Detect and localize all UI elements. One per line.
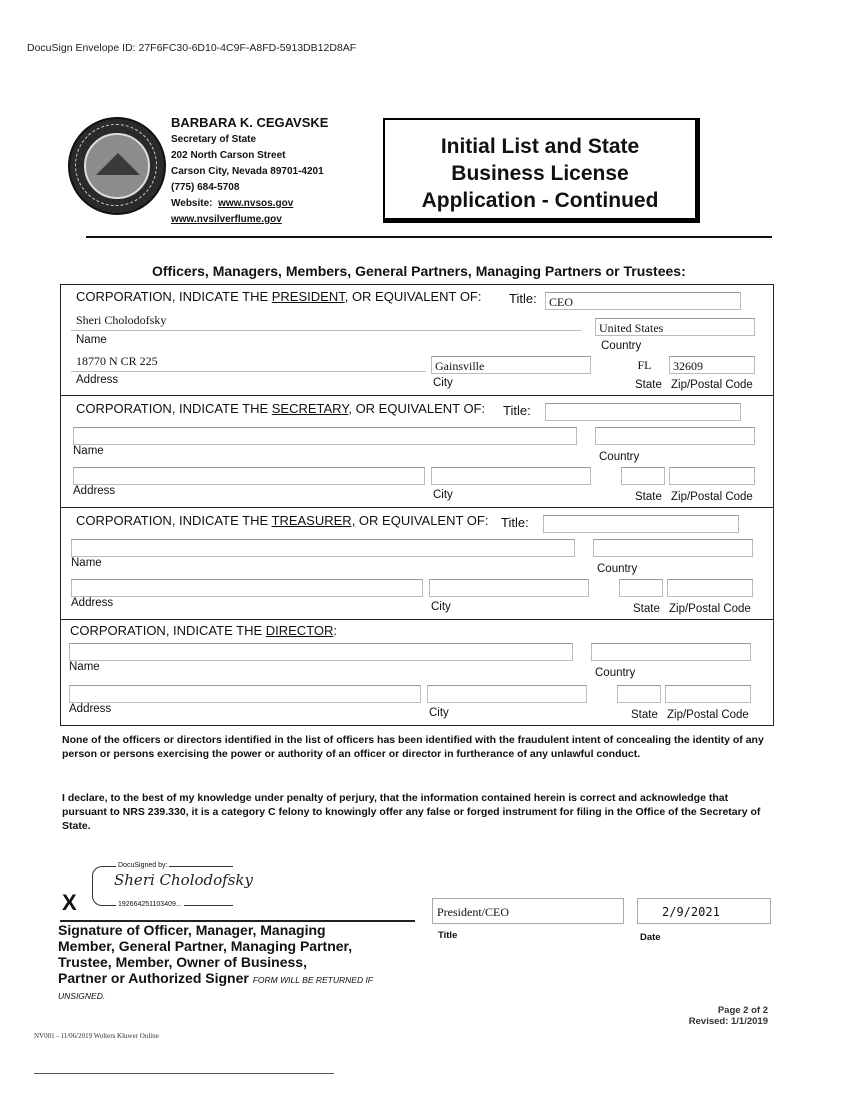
president-country-field[interactable]: United States bbox=[595, 318, 755, 336]
docusigned-by-label: DocuSigned by: bbox=[118, 862, 168, 869]
website-link-silverflume[interactable]: www.nvsilverflume.gov bbox=[171, 214, 282, 225]
officer-section-president bbox=[61, 285, 773, 396]
secretary-name-field[interactable] bbox=[73, 427, 577, 445]
director-country-field[interactable] bbox=[591, 643, 751, 661]
address-label: Address bbox=[73, 485, 116, 497]
director-name-field[interactable] bbox=[69, 643, 573, 661]
unsigned-warning: FORM WILL BE RETURNED IF bbox=[252, 975, 374, 985]
officers-table bbox=[60, 284, 774, 726]
secretary-of-state-block bbox=[171, 114, 328, 228]
president-state-field[interactable]: FL bbox=[637, 358, 652, 372]
state-label: State bbox=[631, 709, 658, 721]
officer-heading: CORPORATION, INDICATE THE TREASURER, OR EQUIVALENT OF: bbox=[76, 513, 489, 528]
address-label: Address bbox=[69, 703, 112, 715]
officer-heading: CORPORATION, INDICATE THE DIRECTOR: bbox=[70, 623, 338, 638]
treasurer-state-field[interactable] bbox=[619, 579, 663, 597]
president-city-field[interactable]: Gainsville bbox=[431, 356, 591, 374]
signer-title-field[interactable]: President/CEO bbox=[432, 898, 624, 924]
signature-image: Sheri Cholodofsky bbox=[114, 871, 253, 889]
treasurer-address-field[interactable] bbox=[71, 579, 423, 597]
signature-caption-line: Trustee, Member, Owner of Business, bbox=[58, 954, 307, 970]
page-info bbox=[688, 1005, 768, 1027]
website-link-nvsos[interactable]: www.nvsos.gov bbox=[218, 198, 294, 209]
secretary-title-field[interactable] bbox=[545, 403, 741, 421]
signature-date-field[interactable]: 2/9/2021 bbox=[637, 898, 771, 924]
treasurer-name-field[interactable] bbox=[71, 539, 575, 557]
president-address-field[interactable]: 18770 N CR 225 bbox=[76, 354, 158, 368]
state-label: State bbox=[633, 603, 660, 615]
director-address-field[interactable] bbox=[69, 685, 421, 703]
date-caption: Date bbox=[640, 932, 661, 943]
signature-caption bbox=[58, 922, 438, 1004]
footer-divider bbox=[34, 1073, 334, 1074]
name-label: Name bbox=[71, 557, 102, 569]
title-caption: Title bbox=[438, 930, 458, 941]
form-title-line3: Application - Continued bbox=[421, 189, 659, 212]
director-zip-field[interactable] bbox=[665, 685, 751, 703]
secretary-zip-field[interactable] bbox=[669, 467, 755, 485]
title-label: Title: bbox=[501, 515, 529, 530]
city-label: City bbox=[429, 707, 449, 719]
name-label: Name bbox=[69, 661, 100, 673]
state-label: State bbox=[635, 379, 662, 391]
nevada-state-seal-icon bbox=[68, 117, 166, 215]
sos-name: BARBARA K. CEGAVSKE bbox=[171, 115, 329, 130]
sos-role: Secretary of State bbox=[171, 134, 257, 145]
treasurer-title-field[interactable] bbox=[543, 515, 739, 533]
country-label: Country bbox=[597, 563, 638, 575]
title-label: Title: bbox=[509, 291, 537, 306]
fraud-declaration: None of the officers or directors identified in the list of officers has been identified with the fraudulent intent of concealing the identity of any person or persons exercising the power or authority of an officer or director in furtherance of any unlawful conduct. bbox=[62, 734, 764, 760]
page-number: Page 2 of 2 bbox=[717, 1005, 768, 1016]
president-zip-field[interactable]: 32609 bbox=[669, 356, 755, 374]
president-name-field[interactable]: Sheri Cholodofsky bbox=[76, 313, 167, 327]
unsigned-warning: UNSIGNED. bbox=[58, 991, 106, 1001]
perjury-declaration: I declare, to the best of my knowledge under penalty of perjury, that the information contained herein is correct and acknowledge that pursuant to NRS 239.330, it is a category C felony to knowingly offer any false or forged instrument for filing in the Office of the Secretary of State. bbox=[62, 792, 761, 832]
city-label: City bbox=[431, 601, 451, 613]
state-label: State bbox=[635, 491, 662, 503]
secretary-city-field[interactable] bbox=[431, 467, 591, 485]
signature-caption-line: Partner or Authorized Signer bbox=[58, 970, 249, 986]
title-label: Title: bbox=[503, 403, 531, 418]
sos-phone: (775) 684-5708 bbox=[171, 182, 240, 193]
form-id: NV001 - 11/06/2019 Wolters Kluwer Online bbox=[34, 1032, 159, 1040]
zip-label: Zip/Postal Code bbox=[671, 379, 753, 391]
officer-heading: CORPORATION, INDICATE THE SECRETARY, OR EQUIVALENT OF: bbox=[76, 401, 486, 416]
revised-date: Revised: 1/1/2019 bbox=[688, 1016, 768, 1027]
officer-section-director bbox=[61, 619, 773, 725]
name-label: Name bbox=[73, 445, 104, 457]
name-label: Name bbox=[76, 334, 107, 346]
signature-x-mark: X bbox=[62, 890, 77, 915]
form-title-line2: Business License bbox=[451, 162, 629, 185]
sos-city: Carson City, Nevada 89701-4201 bbox=[171, 166, 324, 177]
secretary-country-field[interactable] bbox=[595, 427, 755, 445]
officers-section-heading: Officers, Managers, Members, General Partners, Managing Partners or Trustees: bbox=[152, 263, 686, 279]
address-label: Address bbox=[76, 374, 119, 386]
envelope-id: DocuSign Envelope ID: 27F6FC30-6D10-4C9F-A8FD-5913DB12D8AF bbox=[27, 42, 357, 54]
website-label: Website: bbox=[171, 198, 213, 209]
signature-caption-line: Signature of Officer, Manager, Managing bbox=[58, 922, 326, 938]
signature-caption-line: Member, General Partner, Managing Partner, bbox=[58, 938, 353, 954]
sos-street: 202 North Carson Street bbox=[171, 150, 286, 161]
country-label: Country bbox=[599, 451, 640, 463]
address-label: Address bbox=[71, 597, 114, 609]
president-title-field[interactable]: CEO bbox=[545, 292, 741, 310]
signature-id: 192664251103409... bbox=[118, 901, 182, 908]
form-title-line1: Initial List and State bbox=[440, 135, 640, 158]
secretary-state-field[interactable] bbox=[621, 467, 665, 485]
secretary-address-field[interactable] bbox=[73, 467, 425, 485]
director-city-field[interactable] bbox=[427, 685, 587, 703]
header-divider bbox=[86, 236, 772, 238]
city-label: City bbox=[433, 377, 453, 389]
zip-label: Zip/Postal Code bbox=[667, 709, 749, 721]
zip-label: Zip/Postal Code bbox=[671, 491, 753, 503]
country-label: Country bbox=[595, 667, 636, 679]
zip-label: Zip/Postal Code bbox=[669, 603, 751, 615]
officer-section-secretary bbox=[61, 395, 773, 508]
form-title-box bbox=[383, 118, 700, 223]
country-label: Country bbox=[601, 340, 642, 352]
treasurer-country-field[interactable] bbox=[593, 539, 753, 557]
treasurer-city-field[interactable] bbox=[429, 579, 589, 597]
director-state-field[interactable] bbox=[617, 685, 661, 703]
officer-section-treasurer bbox=[61, 507, 773, 620]
officer-heading: CORPORATION, INDICATE THE PRESIDENT, OR EQUIVALENT OF: bbox=[76, 289, 482, 304]
city-label: City bbox=[433, 489, 453, 501]
treasurer-zip-field[interactable] bbox=[667, 579, 753, 597]
